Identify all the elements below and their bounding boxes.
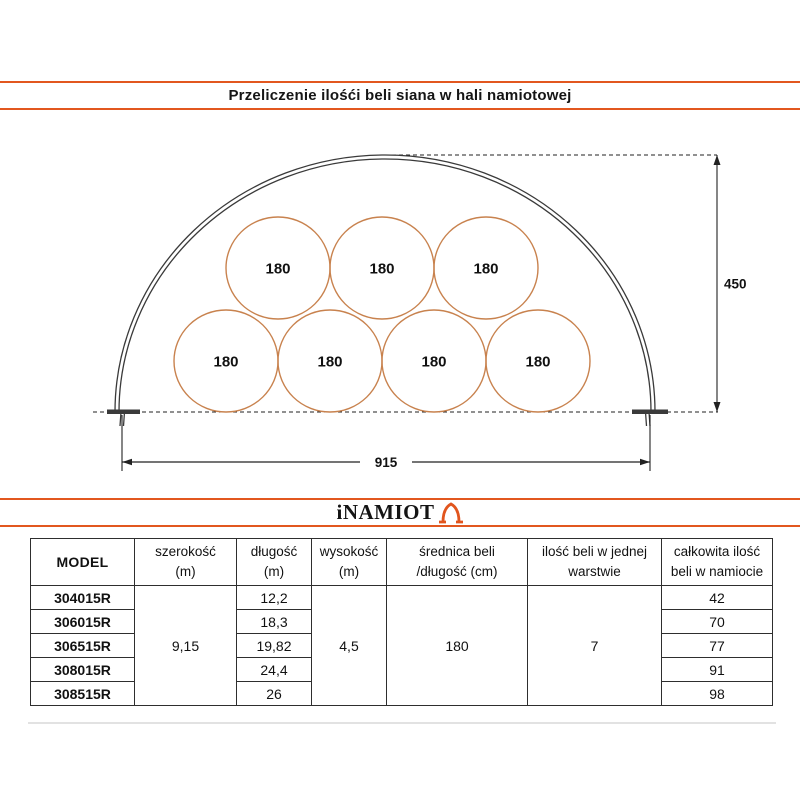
page-title: Przeliczenie ilośći beli siana w hali namiotowej — [228, 87, 572, 104]
brand-logo — [337, 500, 464, 525]
column-header: szerokość (m) — [135, 539, 237, 586]
arch-leg-stubs — [120, 412, 650, 426]
brand-wordmark: iNAMIOT — [336, 500, 435, 524]
length-cell: 18,3 — [237, 610, 312, 634]
model-cell: 304015R — [31, 586, 135, 610]
table-shadow-line — [28, 722, 776, 724]
length-cell: 24,4 — [237, 658, 312, 682]
bales-per-layer-shared-cell: 7 — [528, 586, 662, 706]
model-cell: 306015R — [31, 610, 135, 634]
arch-inner-line — [119, 159, 651, 412]
total-bales-cell: 91 — [662, 658, 773, 682]
column-header: wysokość (m) — [312, 539, 387, 586]
width-dimension-label: 915 — [374, 455, 398, 470]
height-dimension — [714, 155, 747, 412]
tent-icon — [438, 501, 464, 525]
reference-dashed-lines — [93, 155, 718, 412]
table-row — [31, 586, 773, 610]
arrow-right-icon — [640, 459, 650, 465]
total-bales-cell: 98 — [662, 682, 773, 706]
model-cell: 306515R — [31, 634, 135, 658]
arrow-left-icon — [122, 459, 132, 465]
bale-spec-table — [30, 538, 773, 706]
tent-cross-section-diagram — [0, 138, 800, 483]
column-header: MODEL — [31, 539, 135, 586]
column-header: całkowita ilość beli w namiocie — [662, 539, 773, 586]
height-shared-cell: 4,5 — [312, 586, 387, 706]
hay-bale-diameter-label: 180 — [473, 260, 499, 278]
arch-outer-line — [115, 155, 655, 412]
hay-bale-diameter-label: 180 — [317, 353, 343, 371]
hay-bales-group — [174, 217, 590, 412]
height-dimension-label: 450 — [724, 276, 747, 292]
model-cell: 308515R — [31, 682, 135, 706]
hay-bale-diameter-label: 180 — [421, 353, 447, 371]
model-cell: 308015R — [31, 658, 135, 682]
title-bar — [0, 81, 800, 110]
table-header-row — [31, 539, 773, 586]
total-bales-cell: 42 — [662, 586, 773, 610]
length-cell: 19,82 — [237, 634, 312, 658]
column-header: ilość beli w jednej warstwie — [528, 539, 662, 586]
arrow-up-icon — [714, 155, 721, 165]
hay-bale-diameter-label: 180 — [525, 353, 551, 371]
total-bales-cell: 70 — [662, 610, 773, 634]
logo-bar — [0, 498, 800, 527]
width-shared-cell: 9,15 — [135, 586, 237, 706]
tent-foot-left — [107, 410, 140, 415]
tent-arch — [115, 155, 655, 426]
tent-foot-right — [632, 410, 668, 415]
arrow-down-icon — [714, 402, 721, 412]
total-bales-cell: 77 — [662, 634, 773, 658]
hay-bale-diameter-label: 180 — [213, 353, 239, 371]
hay-bale-diameter-label: 180 — [265, 260, 291, 278]
column-header: długość (m) — [237, 539, 312, 586]
hay-bale-diameter-label: 180 — [369, 260, 395, 278]
width-dimension — [122, 415, 650, 471]
diameter-shared-cell: 180 — [387, 586, 528, 706]
column-header: średnica beli /długość (cm) — [387, 539, 528, 586]
length-cell: 26 — [237, 682, 312, 706]
length-cell: 12,2 — [237, 586, 312, 610]
